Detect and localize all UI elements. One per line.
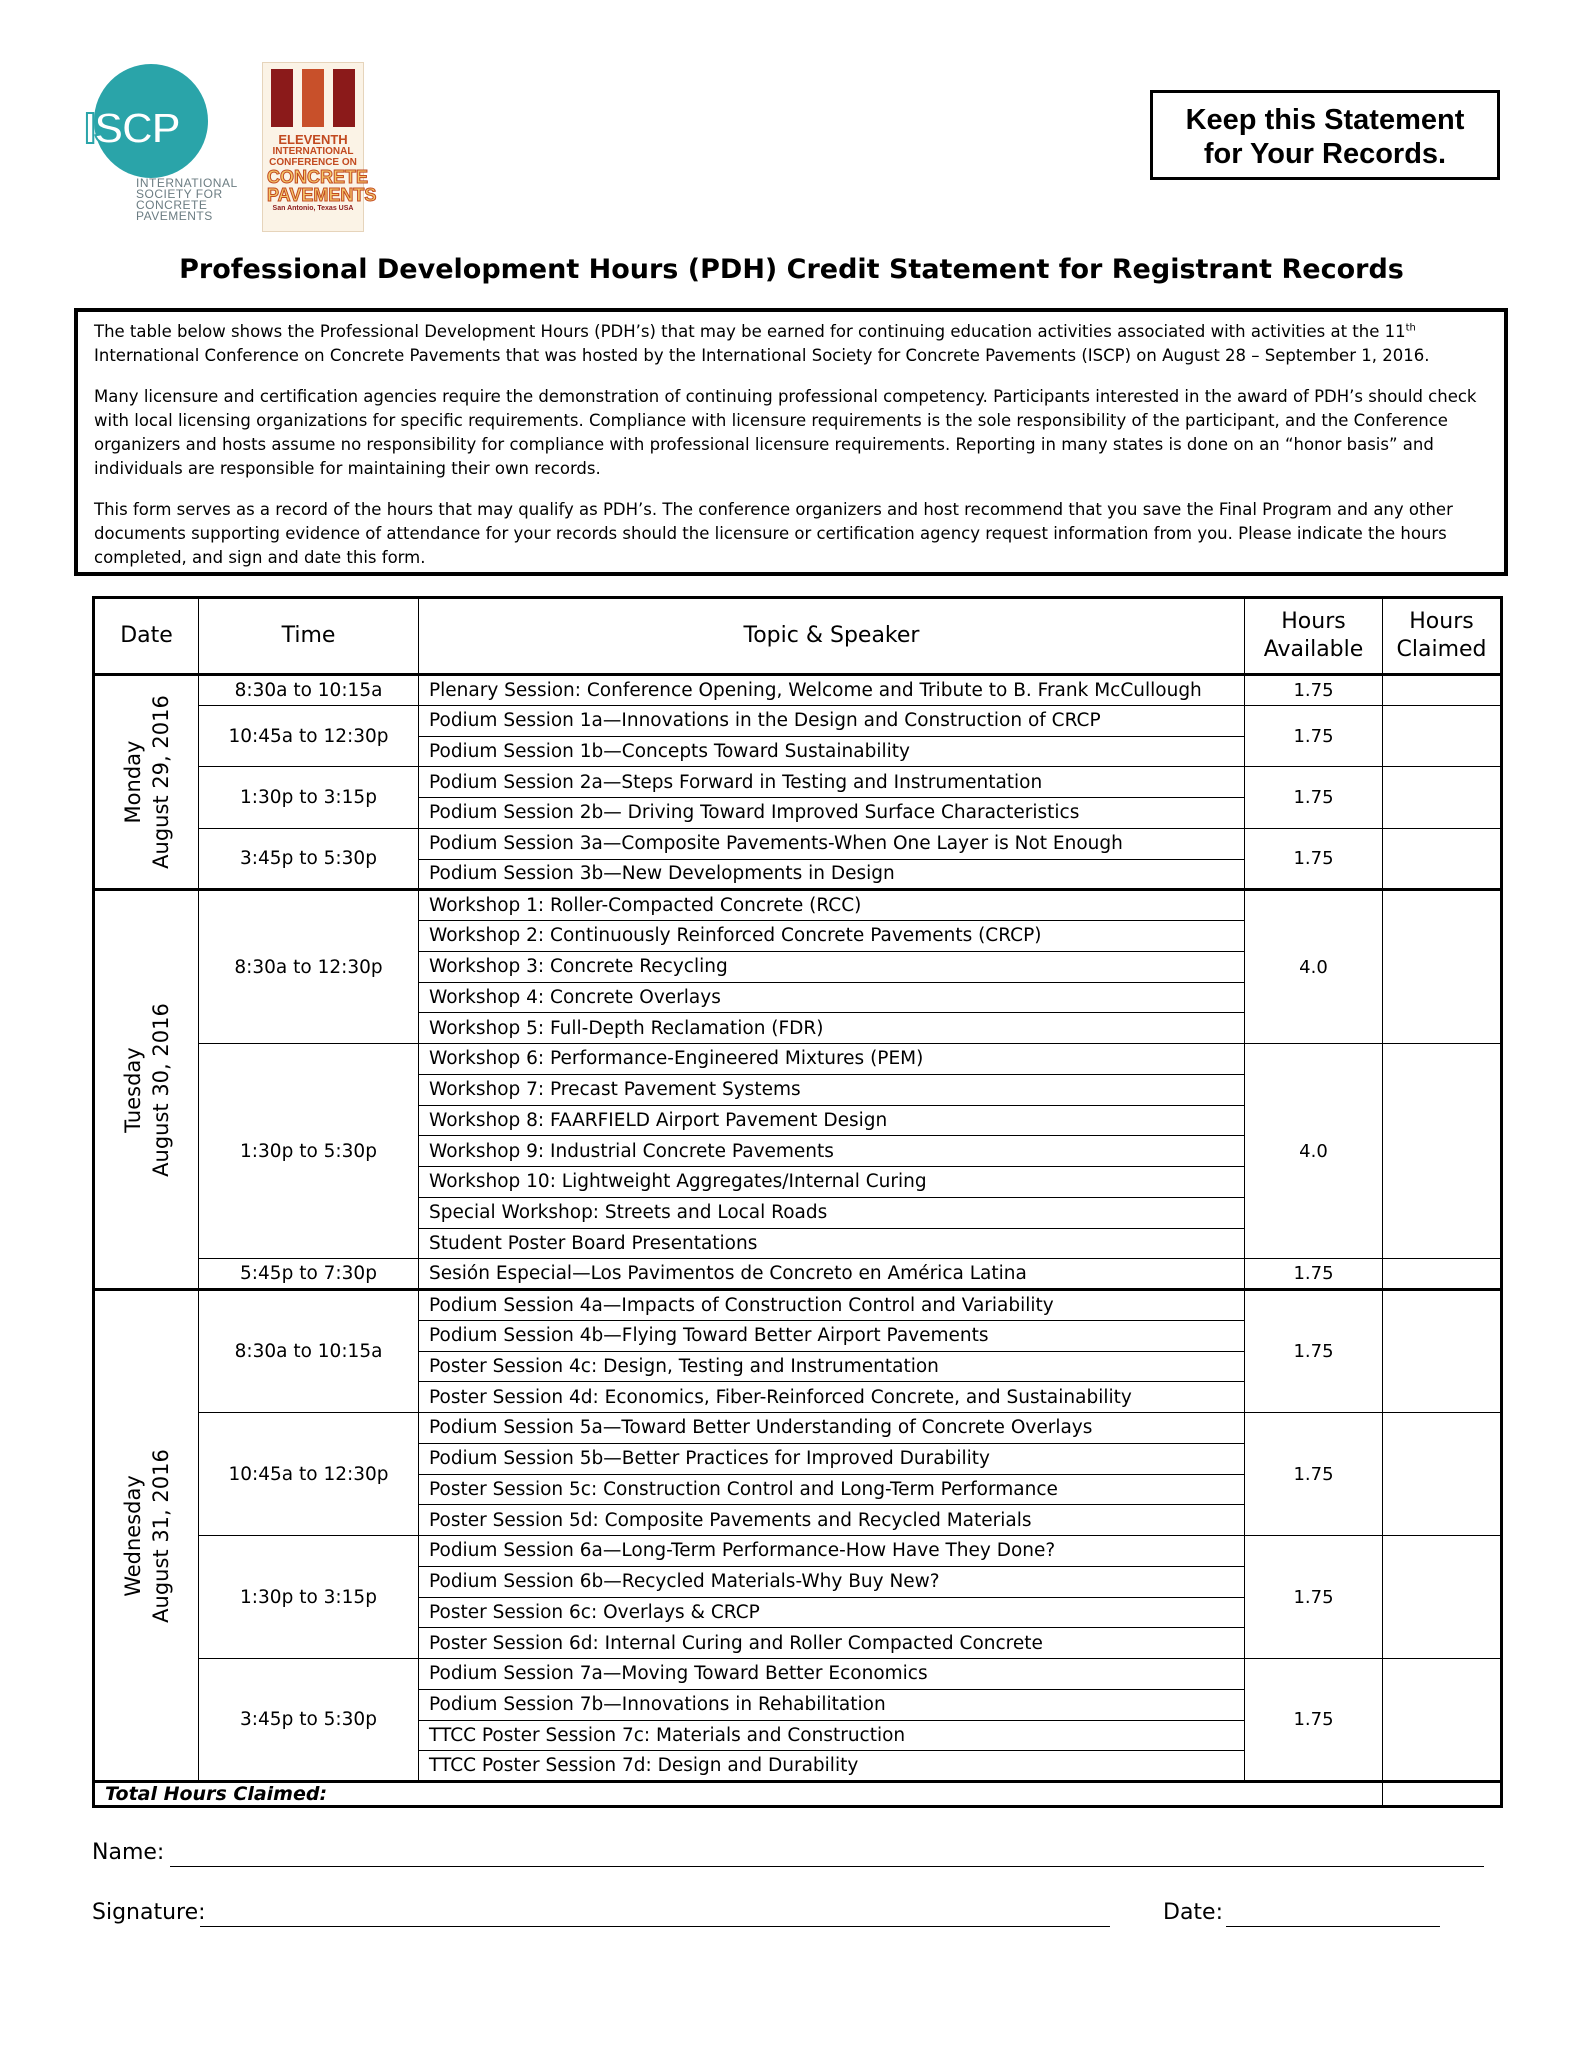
session-time: 3:45p to 5:30p	[199, 828, 419, 890]
hours-available: 1.75	[1245, 1413, 1383, 1536]
keep-statement-line-1: Keep this Statement	[1185, 104, 1465, 136]
table-row	[94, 1290, 1502, 1321]
session-topic: TTCC Poster Session 7c: Materials and Construction	[419, 1720, 1245, 1751]
intro-paragraph-1: The table below shows the Professional Development Hours (PDH’s) that may be earned for continuing education activities associated with activities at the 11th International Conference on Concrete Pavements that was hosted by the International Society for Concrete Pavements (ISCP) on August 28 – September 1, 2016.	[94, 322, 1430, 365]
session-topic: Podium Session 3b—New Developments in Design	[419, 859, 1245, 890]
table-row	[94, 705, 1502, 736]
session-time: 1:30p to 3:15p	[199, 1536, 419, 1659]
session-time: 1:30p to 3:15p	[199, 767, 419, 829]
hours-claimed-field[interactable]	[1383, 1536, 1502, 1659]
day-date-label	[119, 1003, 175, 1177]
day-name: Tuesday	[120, 1046, 145, 1133]
session-topic: Podium Session 7b—Innovations in Rehabilitation	[419, 1689, 1245, 1720]
hours-available: 1.75	[1245, 1659, 1383, 1782]
session-topic: Podium Session 5a—Toward Better Understanding of Concrete Overlays	[419, 1413, 1245, 1444]
hours-claimed-field[interactable]	[1383, 1413, 1502, 1536]
name-row	[92, 1840, 164, 1865]
day-date-cell	[94, 675, 199, 890]
session-topic: Workshop 7: Precast Pavement Systems	[419, 1074, 1245, 1105]
hours-available: 1.75	[1245, 828, 1383, 890]
header-date: Date	[94, 598, 199, 675]
hours-claimed-field[interactable]	[1383, 1044, 1502, 1259]
table-row	[94, 890, 1502, 921]
hours-available: 1.75	[1245, 1259, 1383, 1290]
session-topic: Podium Session 4b—Flying Toward Better Airport Pavements	[419, 1320, 1245, 1351]
day-date: August 31, 2016	[148, 1448, 173, 1623]
day-date-cell	[94, 1290, 199, 1782]
iscp-logo-text: INTERNATIONAL SOCIETY FOR CONCRETE PAVEMENTS	[136, 176, 238, 223]
day-date-label	[119, 1449, 175, 1623]
date-field[interactable]	[1226, 1926, 1440, 1927]
hours-claimed-field[interactable]	[1383, 1259, 1502, 1290]
session-topic: Podium Session 1b—Concepts Toward Sustainability	[419, 736, 1245, 767]
session-topic: Poster Session 4c: Design, Testing and Instrumentation	[419, 1351, 1245, 1382]
name-field[interactable]	[170, 1866, 1484, 1867]
conference-logo	[262, 62, 377, 232]
header-hours-available: Hours Available	[1245, 598, 1383, 675]
hours-claimed-field[interactable]	[1383, 675, 1502, 706]
keep-statement-line-2: for Your Records.	[1203, 138, 1447, 170]
hours-available: 1.75	[1245, 1536, 1383, 1659]
day-date: August 30, 2016	[148, 1002, 173, 1177]
date-label: Date:	[1163, 1900, 1223, 1925]
session-topic: Workshop 2: Continuously Reinforced Concrete Pavements (CRCP)	[419, 921, 1245, 952]
session-time: 8:30a to 12:30p	[199, 890, 419, 1044]
header-hours-claimed: Hours Claimed	[1383, 598, 1502, 675]
session-topic: Poster Session 6c: Overlays & CRCP	[419, 1597, 1245, 1628]
session-topic: Poster Session 4d: Economics, Fiber-Reinforced Concrete, and Sustainability	[419, 1382, 1245, 1413]
hours-available: 1.75	[1245, 675, 1383, 706]
session-topic: Podium Session 1a—Innovations in the Design and Construction of CRCP	[419, 705, 1245, 736]
pdh-table	[92, 596, 1503, 1808]
day-date: August 29, 2016	[148, 695, 173, 869]
hours-claimed-field[interactable]	[1383, 705, 1502, 767]
day-name: Monday	[120, 740, 145, 824]
session-topic: Podium Session 2b— Driving Toward Improved Surface Characteristics	[419, 798, 1245, 829]
session-time: 1:30p to 5:30p	[199, 1044, 419, 1259]
session-topic: Plenary Session: Conference Opening, Welcome and Tribute to B. Frank McCullough	[419, 675, 1245, 706]
hours-available: 1.75	[1245, 767, 1383, 829]
date-row	[1163, 1900, 1223, 1925]
total-hours-label: Total Hours Claimed:	[105, 1783, 328, 1805]
session-topic: Poster Session 5d: Composite Pavements and Recycled Materials	[419, 1505, 1245, 1536]
total-label-cell	[94, 1782, 1383, 1807]
session-topic: Workshop 1: Roller-Compacted Concrete (RCC)	[419, 890, 1245, 921]
session-topic: Podium Session 5b—Better Practices for Improved Durability	[419, 1443, 1245, 1474]
table-row	[94, 828, 1502, 859]
table-row	[94, 675, 1502, 706]
conference-logo-text: ELEVENTH INTERNATIONAL CONFERENCE ON CONCRETE PAVEMENTS San Antonio, Texas USA	[267, 132, 377, 212]
intro-paragraph-2: Many licensure and certification agencies require the demonstration of continuing professional competency. Participants interested in the award of PDH’s should check with local licensing organizations for specific requirements. Compliance with licensure requirements is the sole responsibility of the participant, and the Conference organizers and hosts assume no responsibility for compliance with professional licensure requirements. Reporting in many states is done on an “honor basis” and individuals are responsible for maintaining their own records.	[94, 387, 1477, 478]
table-row	[94, 1259, 1502, 1290]
day-date-cell	[94, 890, 199, 1290]
table-row	[94, 767, 1502, 798]
total-row	[94, 1782, 1502, 1807]
session-topic: Podium Session 6a—Long-Term Performance-How Have They Done?	[419, 1536, 1245, 1567]
session-topic: Podium Session 6b—Recycled Materials-Why Buy New?	[419, 1566, 1245, 1597]
session-topic: Sesión Especial—Los Pavimentos de Concreto en América Latina	[419, 1259, 1245, 1290]
session-topic: Workshop 4: Concrete Overlays	[419, 982, 1245, 1013]
conference-badge-icon	[271, 69, 355, 127]
session-topic: Podium Session 2a—Steps Forward in Testing and Instrumentation	[419, 767, 1245, 798]
hours-available: 1.75	[1245, 1290, 1383, 1413]
session-topic: Student Poster Board Presentations	[419, 1228, 1245, 1259]
session-topic: Workshop 6: Performance-Engineered Mixtures (PEM)	[419, 1044, 1245, 1075]
total-hours-field[interactable]	[1383, 1782, 1502, 1807]
session-topic: Podium Session 7a—Moving Toward Better Economics	[419, 1659, 1245, 1690]
hours-claimed-field[interactable]	[1383, 1659, 1502, 1782]
session-topic: Podium Session 3a—Composite Pavements-When One Layer is Not Enough	[419, 828, 1245, 859]
table-row	[94, 1536, 1502, 1567]
session-time: 10:45a to 12:30p	[199, 1413, 419, 1536]
session-topic: TTCC Poster Session 7d: Design and Durability	[419, 1751, 1245, 1782]
session-time: 3:45p to 5:30p	[199, 1659, 419, 1782]
session-topic: Workshop 10: Lightweight Aggregates/Internal Curing	[419, 1167, 1245, 1198]
session-time: 8:30a to 10:15a	[199, 675, 419, 706]
hours-claimed-field[interactable]	[1383, 890, 1502, 1044]
hours-available: 4.0	[1245, 890, 1383, 1044]
session-topic: Special Workshop: Streets and Local Roads	[419, 1197, 1245, 1228]
session-time: 5:45p to 7:30p	[199, 1259, 419, 1290]
day-date-label	[119, 695, 175, 869]
intro-paragraph-3: This form serves as a record of the hours that may qualify as PDH’s. The conference organizers and host recommend that you save the Final Program and any other documents supporting evidence of attendance for your records should the licensure or certification agency request information from you. Please indicate the hours completed, and sign and date this form.	[94, 500, 1453, 567]
iscp-logo-letters: ISCP	[84, 104, 179, 153]
session-topic: Poster Session 5c: Construction Control and Long-Term Performance	[419, 1474, 1245, 1505]
table-row	[94, 1659, 1502, 1690]
session-topic: Workshop 5: Full-Depth Reclamation (FDR)	[419, 1013, 1245, 1044]
signature-label: Signature:	[92, 1900, 206, 1925]
hours-available: 4.0	[1245, 1044, 1383, 1259]
session-topic: Workshop 9: Industrial Concrete Pavements	[419, 1136, 1245, 1167]
signature-row	[92, 1900, 206, 1925]
table-row	[94, 1413, 1502, 1444]
session-topic: Poster Session 6d: Internal Curing and Roller Compacted Concrete	[419, 1628, 1245, 1659]
header-topic: Topic & Speaker	[419, 598, 1245, 675]
intro-box	[74, 308, 1508, 576]
day-name: Wednesday	[120, 1474, 145, 1597]
hours-claimed-field[interactable]	[1383, 767, 1502, 829]
table-row	[94, 1044, 1502, 1075]
session-topic: Workshop 8: FAARFIELD Airport Pavement Design	[419, 1105, 1245, 1136]
session-time: 10:45a to 12:30p	[199, 705, 419, 767]
iscp-logo	[84, 64, 270, 230]
session-topic: Podium Session 4a—Impacts of Construction Control and Variability	[419, 1290, 1245, 1321]
hours-claimed-field[interactable]	[1383, 1290, 1502, 1413]
session-topic: Workshop 3: Concrete Recycling	[419, 951, 1245, 982]
name-label: Name:	[92, 1840, 165, 1865]
session-time: 8:30a to 10:15a	[199, 1290, 419, 1413]
header-time: Time	[199, 598, 419, 675]
keep-statement-notice	[1150, 90, 1500, 180]
table-body	[94, 675, 1502, 1782]
page-title: Professional Development Hours (PDH) Credit Statement for Registrant Records	[179, 254, 1404, 285]
table-header-row	[94, 598, 1502, 675]
hours-claimed-field[interactable]	[1383, 828, 1502, 890]
signature-field[interactable]	[200, 1926, 1110, 1927]
hours-available: 1.75	[1245, 705, 1383, 767]
